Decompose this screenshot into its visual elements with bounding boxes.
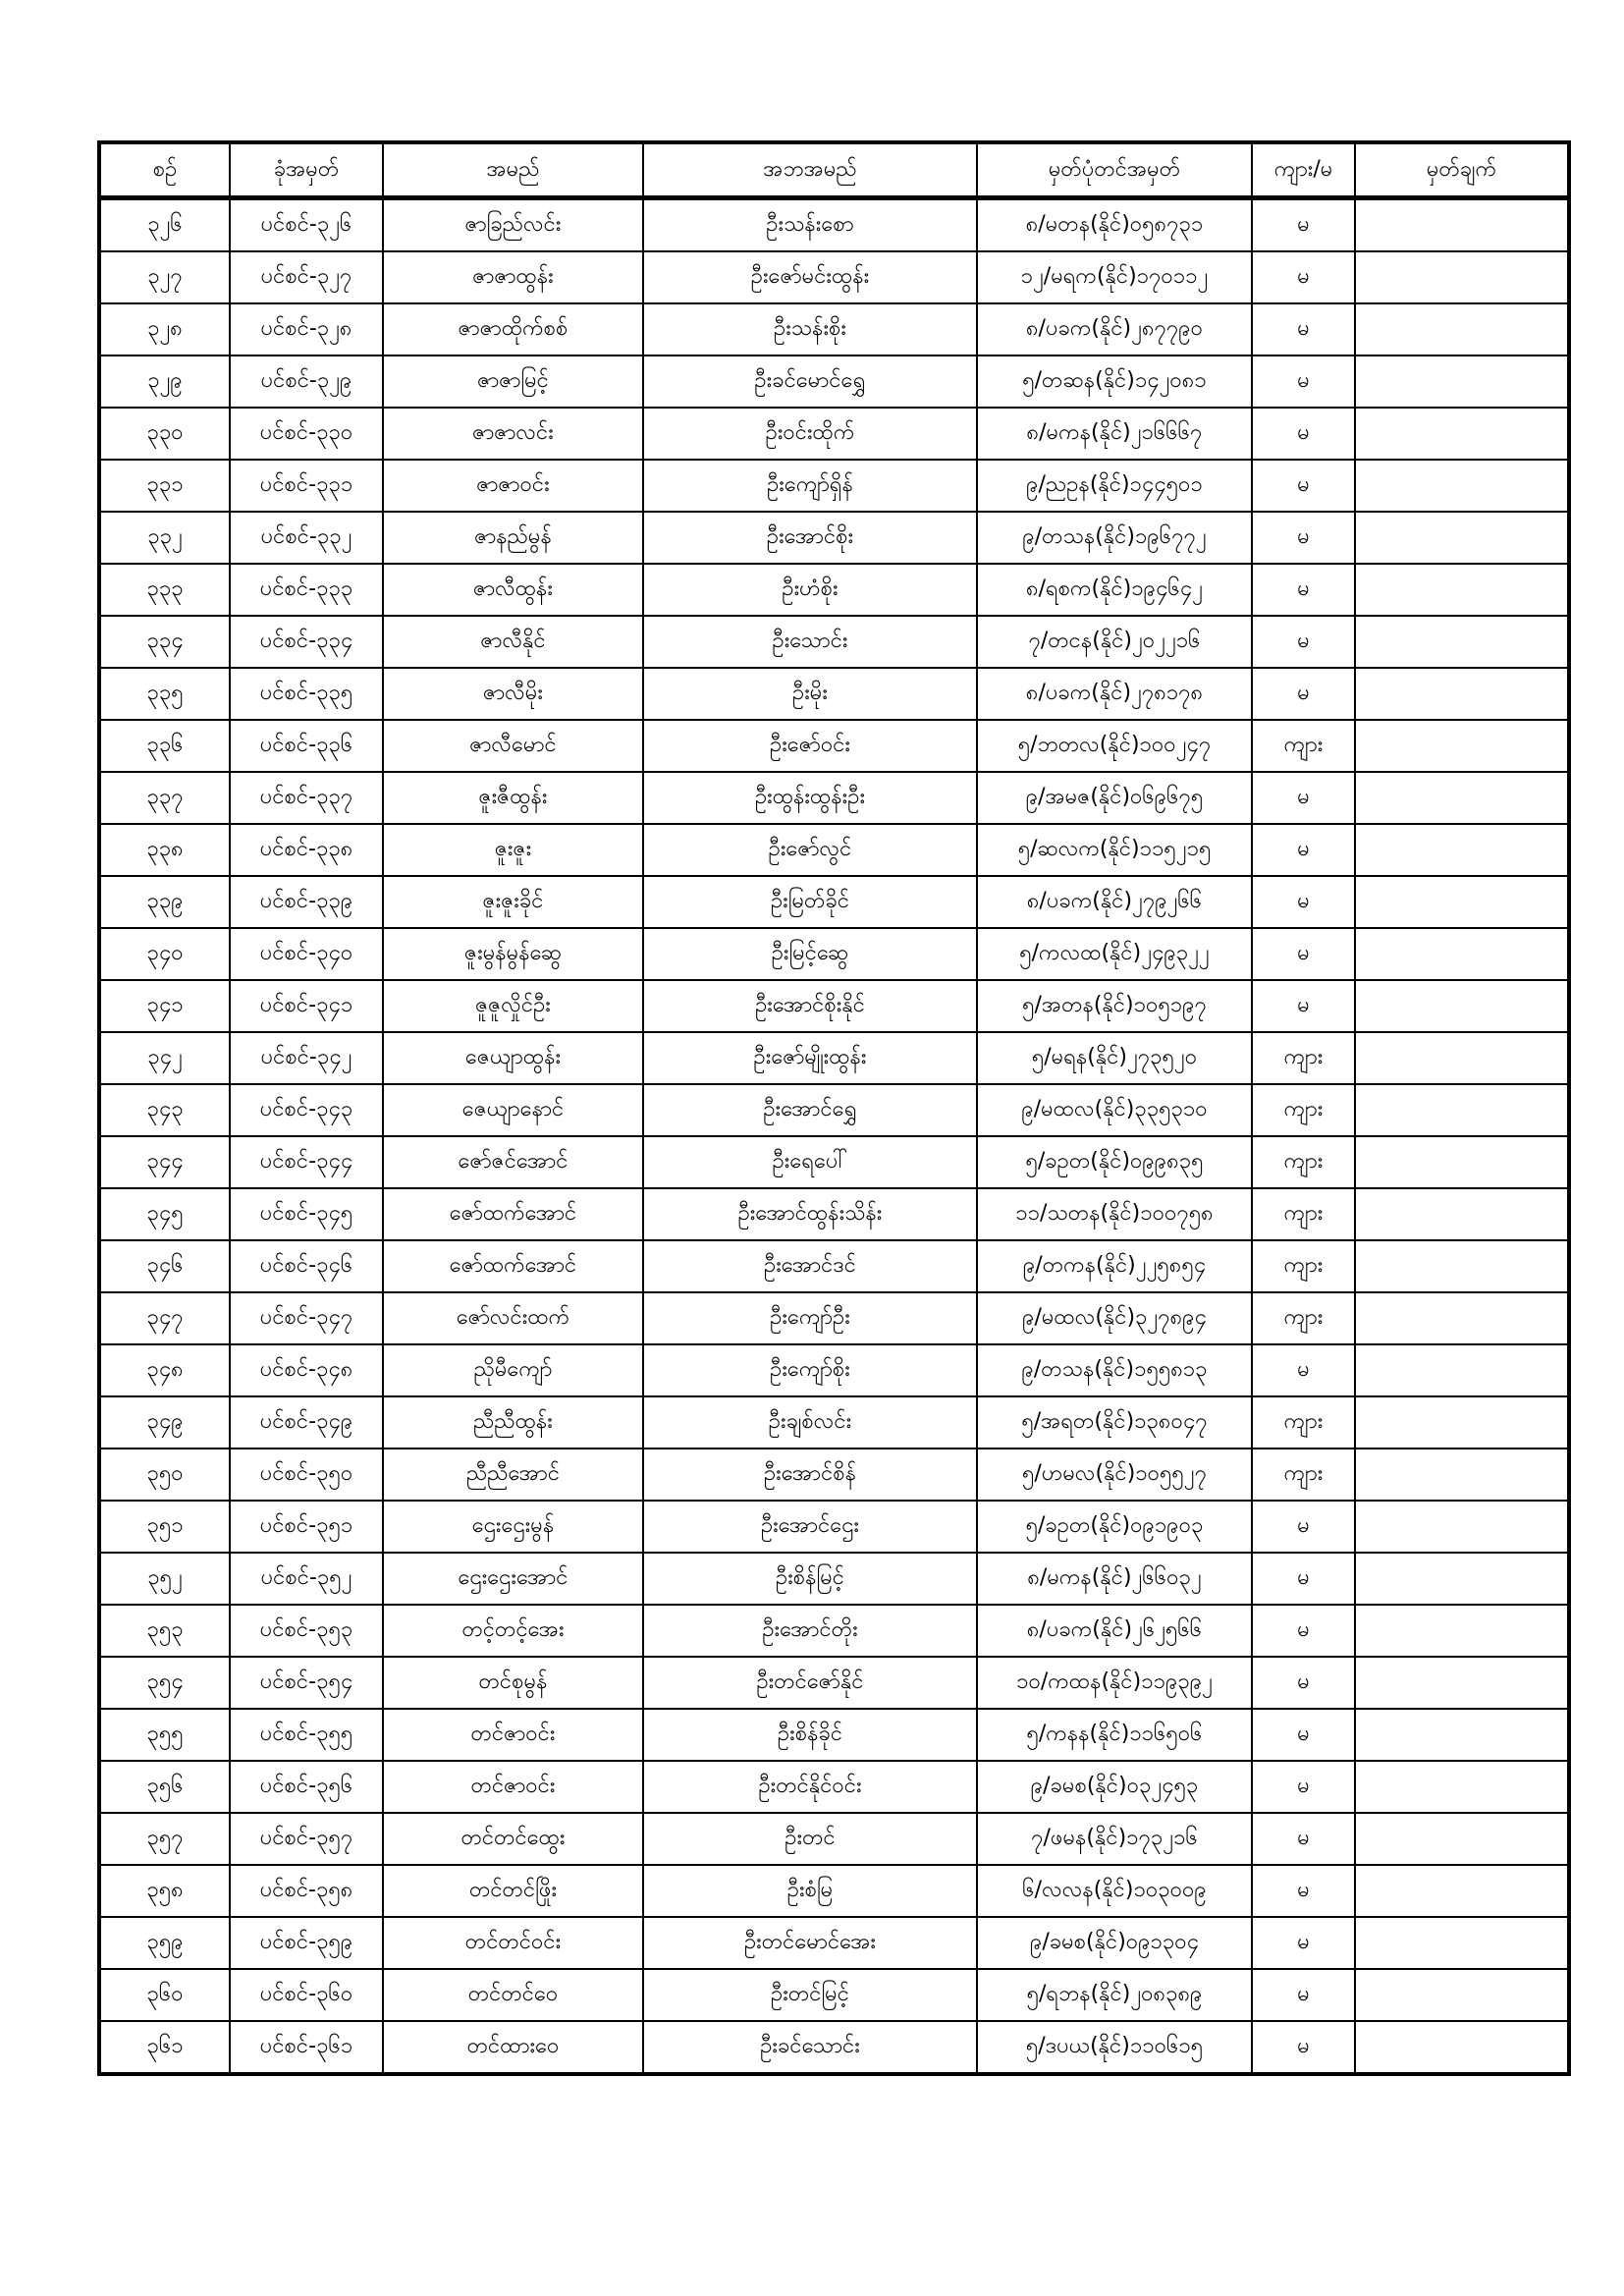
cell-roll-no: ပင်စင်-၃၅၀ [230, 1449, 383, 1501]
cell-roll-no: ပင်စင်-၃၃၁ [230, 460, 383, 512]
cell-no: ၃၃၄ [99, 616, 230, 668]
cell-sex: ကျား [1252, 1084, 1355, 1136]
cell-name: ဇာဇာထိုက်စစ် [383, 303, 643, 355]
cell-name: ဌေးဌေးအောင် [383, 1553, 643, 1605]
cell-father-name: ဦးတင်မြင့် [643, 1969, 977, 2021]
cell-nrc: ၆/လလန(နိုင်)၁၀၃၀၀၉ [977, 1865, 1252, 1917]
cell-name: ဌေးဌေးမွန် [383, 1501, 643, 1553]
cell-nrc: ၅/တဆန(နိုင်)၁၄၂၀၈၁ [977, 355, 1252, 408]
cell-roll-no: ပင်စင်-၃၅၄ [230, 1657, 383, 1709]
cell-name: ဇာခြည်လင်း [383, 198, 643, 252]
cell-name: ဇာဇာမြင့် [383, 355, 643, 408]
cell-remark [1355, 1449, 1569, 1501]
cell-no: ၃၅၉ [99, 1917, 230, 1969]
header-roll-no: ခုံအမှတ် [230, 142, 383, 198]
table-row [99, 876, 1569, 928]
cell-nrc: ၉/တသန(နိုင်)၁၅၅၈၁၃ [977, 1344, 1252, 1396]
cell-father-name: ဦးရေပေါ် [643, 1136, 977, 1188]
cell-roll-no: ပင်စင်-၃၄၈ [230, 1344, 383, 1396]
cell-roll-no: ပင်စင်-၃၅၆ [230, 1761, 383, 1813]
header-sex: ကျား/မ [1252, 142, 1355, 198]
cell-no: ၃၄၃ [99, 1084, 230, 1136]
table-row [99, 720, 1569, 772]
cell-no: ၃၅၃ [99, 1605, 230, 1657]
cell-roll-no: ပင်စင်-၃၃၄ [230, 616, 383, 668]
cell-father-name: ဦးတင်ဇော်နိုင် [643, 1657, 977, 1709]
cell-father-name: ဦးမိုး [643, 668, 977, 720]
cell-sex: မ [1252, 355, 1355, 408]
cell-nrc: ၅/ဟမလ(နိုင်)၁၀၅၅၂၇ [977, 1449, 1252, 1501]
cell-sex: မ [1252, 2021, 1355, 2074]
cell-sex: မ [1252, 1605, 1355, 1657]
cell-father-name: ဦးခင်မောင်ရွှေ [643, 355, 977, 408]
cell-no: ၃၆၁ [99, 2021, 230, 2074]
table-row [99, 1605, 1569, 1657]
cell-roll-no: ပင်စင်-၃၃၆ [230, 720, 383, 772]
cell-nrc: ၉/အမဇ(နိုင်)၀၆၉၆၇၅ [977, 772, 1252, 824]
table-row [99, 512, 1569, 564]
cell-sex: မ [1252, 460, 1355, 512]
cell-remark [1355, 876, 1569, 928]
cell-roll-no: ပင်စင်-၃၃၈ [230, 824, 383, 876]
cell-roll-no: ပင်စင်-၃၄၄ [230, 1136, 383, 1188]
table-row [99, 460, 1569, 512]
cell-no: ၃၄၄ [99, 1136, 230, 1188]
cell-father-name: ဦးကျော်ရှိန် [643, 460, 977, 512]
cell-name: ဇာလီနိုင် [383, 616, 643, 668]
cell-nrc: ၉/မထလ(နိုင်)၃၃၅၃၁၀ [977, 1084, 1252, 1136]
cell-name: ဇော်လင်းထက် [383, 1292, 643, 1344]
cell-name: တင်ဇာဝင်း [383, 1761, 643, 1813]
cell-nrc: ၈/ပခက(နိုင်)၂၇၉၂၆၆ [977, 876, 1252, 928]
cell-sex: မ [1252, 1501, 1355, 1553]
cell-sex: မ [1252, 1969, 1355, 2021]
cell-remark [1355, 1344, 1569, 1396]
cell-father-name: ဦးတင်နိုင်ဝင်း [643, 1761, 977, 1813]
cell-no: ၃၃၂ [99, 512, 230, 564]
cell-father-name: ဦးစိန်ခိုင် [643, 1709, 977, 1761]
cell-remark [1355, 1032, 1569, 1084]
cell-father-name: ဦးအောင်စိုးနိုင် [643, 980, 977, 1032]
cell-name: တင်ဇာဝင်း [383, 1709, 643, 1761]
cell-roll-no: ပင်စင်-၃၃၉ [230, 876, 383, 928]
cell-remark [1355, 1396, 1569, 1449]
cell-remark [1355, 251, 1569, 303]
cell-nrc: ၅/ဘတလ(နိုင်)၁၀၀၂၄၇ [977, 720, 1252, 772]
cell-name: တင်တင်ထွေး [383, 1813, 643, 1865]
table-row [99, 1761, 1569, 1813]
cell-name: ဇာဇာလင်း [383, 408, 643, 460]
cell-no: ၃၃၇ [99, 772, 230, 824]
cell-sex: ကျား [1252, 1240, 1355, 1292]
table-row [99, 1813, 1569, 1865]
cell-remark [1355, 1709, 1569, 1761]
cell-remark [1355, 1292, 1569, 1344]
cell-remark [1355, 720, 1569, 772]
cell-sex: မ [1252, 1709, 1355, 1761]
cell-nrc: ၅/ရဘန(နိုင်)၂၀၈၃၈၉ [977, 1969, 1252, 2021]
table-row [99, 303, 1569, 355]
cell-nrc: ၉/ညဥန(နိုင်)၁၄၄၅၀၁ [977, 460, 1252, 512]
table-row [99, 1240, 1569, 1292]
cell-father-name: ဦးဇော်မျိုးထွန်း [643, 1032, 977, 1084]
cell-sex: မ [1252, 564, 1355, 616]
cell-sex: မ [1252, 1917, 1355, 1969]
cell-roll-no: ပင်စင်-၃၅၂ [230, 1553, 383, 1605]
cell-nrc: ၅/အတန(နိုင်)၁၀၅၁၉၇ [977, 980, 1252, 1032]
cell-remark [1355, 1605, 1569, 1657]
cell-nrc: ၁၀/ကထန(နိုင်)၁၁၉၃၉၂ [977, 1657, 1252, 1709]
cell-nrc: ၅/အရတ(နိုင်)၁၃၈၀၄၇ [977, 1396, 1252, 1449]
cell-father-name: ဦးဟံစိုး [643, 564, 977, 616]
cell-remark [1355, 460, 1569, 512]
cell-father-name: ဦးသန်းစိုး [643, 303, 977, 355]
cell-remark [1355, 1917, 1569, 1969]
cell-sex: ကျား [1252, 1396, 1355, 1449]
cell-sex: မ [1252, 1553, 1355, 1605]
cell-remark [1355, 303, 1569, 355]
cell-no: ၃၅၄ [99, 1657, 230, 1709]
table-row [99, 355, 1569, 408]
cell-no: ၃၅၂ [99, 1553, 230, 1605]
cell-no: ၃၄၇ [99, 1292, 230, 1344]
cell-name: တင်တင်ဝင်း [383, 1917, 643, 1969]
cell-sex: ကျား [1252, 1032, 1355, 1084]
cell-roll-no: ပင်စင်-၃၄၆ [230, 1240, 383, 1292]
table-row [99, 772, 1569, 824]
cell-nrc: ၅/မရန(နိုင်)၂၇၃၅၂၀ [977, 1032, 1252, 1084]
cell-roll-no: ပင်စင်-၃၄၂ [230, 1032, 383, 1084]
cell-sex: မ [1252, 616, 1355, 668]
cell-nrc: ၉/ခမစ(နိုင်)၀၉၁၃၀၄ [977, 1917, 1252, 1969]
cell-name: တင်ထားဝေ [383, 2021, 643, 2074]
cell-remark [1355, 1761, 1569, 1813]
cell-nrc: ၉/ခမစ(နိုင်)၀၃၂၄၅၃ [977, 1761, 1252, 1813]
cell-name: ညိုမီကျော် [383, 1344, 643, 1396]
cell-remark [1355, 198, 1569, 252]
cell-roll-no: ပင်စင်-၃၅၈ [230, 1865, 383, 1917]
cell-no: ၃၅၀ [99, 1449, 230, 1501]
cell-name: ဇာဇာထွန်း [383, 251, 643, 303]
cell-no: ၃၄၀ [99, 928, 230, 980]
cell-no: ၃၅၆ [99, 1761, 230, 1813]
cell-remark [1355, 1136, 1569, 1188]
cell-nrc: ၈/မကန(နိုင်)၂၆၆၀၃၂ [977, 1553, 1252, 1605]
cell-sex: မ [1252, 980, 1355, 1032]
cell-father-name: ဦးစံမြ [643, 1865, 977, 1917]
cell-remark [1355, 1813, 1569, 1865]
cell-nrc: ၈/ပခက(နိုင်)၂၈၇၇၉၀ [977, 303, 1252, 355]
cell-sex: မ [1252, 198, 1355, 252]
cell-no: ၃၄၁ [99, 980, 230, 1032]
cell-name: ဇူးဇီထွန်း [383, 772, 643, 824]
cell-no: ၃၃၆ [99, 720, 230, 772]
cell-sex: မ [1252, 1761, 1355, 1813]
table-row [99, 1344, 1569, 1396]
cell-name: တင့်တင့်အေး [383, 1605, 643, 1657]
table-row [99, 251, 1569, 303]
cell-father-name: ဦးမြတ်ခိုင် [643, 876, 977, 928]
table-row [99, 616, 1569, 668]
table-row [99, 1709, 1569, 1761]
cell-no: ၃၄၂ [99, 1032, 230, 1084]
cell-father-name: ဦးသောင်း [643, 616, 977, 668]
cell-roll-no: ပင်စင်-၃၄၀ [230, 928, 383, 980]
cell-name: ဇာလီမိုး [383, 668, 643, 720]
cell-nrc: ၅/ဆလက(နိုင်)၁၁၅၂၁၅ [977, 824, 1252, 876]
cell-roll-no: ပင်စင်-၃၅၅ [230, 1709, 383, 1761]
cell-no: ၃၃၀ [99, 408, 230, 460]
cell-roll-no: ပင်စင်-၃၅၃ [230, 1605, 383, 1657]
cell-roll-no: ပင်စင်-၃၃၀ [230, 408, 383, 460]
table-row [99, 1188, 1569, 1240]
cell-roll-no: ပင်စင်-၃၂၇ [230, 251, 383, 303]
cell-remark [1355, 1240, 1569, 1292]
cell-roll-no: ပင်စင်-၃၄၅ [230, 1188, 383, 1240]
cell-sex: မ [1252, 928, 1355, 980]
cell-name: ဇာဇာဝင်း [383, 460, 643, 512]
table-row [99, 1136, 1569, 1188]
cell-sex: ကျား [1252, 1188, 1355, 1240]
cell-no: ၃၂၇ [99, 251, 230, 303]
cell-sex: မ [1252, 512, 1355, 564]
table-row [99, 980, 1569, 1032]
cell-remark [1355, 1084, 1569, 1136]
cell-nrc: ၉/မထလ(နိုင်)၃၂၇၈၉၄ [977, 1292, 1252, 1344]
cell-roll-no: ပင်စင်-၃၄၁ [230, 980, 383, 1032]
cell-nrc: ၈/ပခက(နိုင်)၂၆၂၅၆၆ [977, 1605, 1252, 1657]
cell-nrc: ၅/ကနန(နိုင်)၁၁၆၅၀၆ [977, 1709, 1252, 1761]
cell-no: ၃၃၃ [99, 564, 230, 616]
cell-father-name: ဦးစိန်မြင့် [643, 1553, 977, 1605]
cell-name: ဇော်ထက်အောင် [383, 1240, 643, 1292]
cell-remark [1355, 772, 1569, 824]
header-father-name: အဘအမည် [643, 142, 977, 198]
cell-roll-no: ပင်စင်-၃၅၉ [230, 1917, 383, 1969]
cell-name: ဇူးမွန်မွန်ဆွေ [383, 928, 643, 980]
header-remark: မှတ်ချက် [1355, 142, 1569, 198]
header-row [99, 142, 1569, 198]
cell-roll-no: ပင်စင်-၃၂၉ [230, 355, 383, 408]
cell-remark [1355, 1188, 1569, 1240]
table-row [99, 1449, 1569, 1501]
cell-remark [1355, 408, 1569, 460]
table-row [99, 1292, 1569, 1344]
table-row [99, 1969, 1569, 2021]
cell-no: ၃၅၅ [99, 1709, 230, 1761]
cell-no: ၃၂၈ [99, 303, 230, 355]
table-row [99, 408, 1569, 460]
cell-remark [1355, 980, 1569, 1032]
cell-father-name: ဦးအောင်ဌေး [643, 1501, 977, 1553]
table-row [99, 2021, 1569, 2074]
cell-sex: ကျား [1252, 1449, 1355, 1501]
cell-father-name: ဦးသန်းစော [643, 198, 977, 252]
cell-roll-no: ပင်စင်-၃၃၂ [230, 512, 383, 564]
cell-no: ၃၄၆ [99, 1240, 230, 1292]
cell-father-name: ဦးအောင်စိန် [643, 1449, 977, 1501]
cell-no: ၃၃၅ [99, 668, 230, 720]
table-row [99, 1657, 1569, 1709]
table-row [99, 1865, 1569, 1917]
cell-name: ဇော်ဇင်အောင် [383, 1136, 643, 1188]
table-row [99, 1917, 1569, 1969]
cell-name: ဇူးဇူး [383, 824, 643, 876]
cell-father-name: ဦးထွန်းထွန်းဦး [643, 772, 977, 824]
cell-name: ဇာလီမောင် [383, 720, 643, 772]
cell-roll-no: ပင်စင်-၃၃၃ [230, 564, 383, 616]
cell-roll-no: ပင်စင်-၃၃၅ [230, 668, 383, 720]
cell-roll-no: ပင်စင်-၃၆၀ [230, 1969, 383, 2021]
cell-father-name: ဦးအောင်ရွှေ [643, 1084, 977, 1136]
cell-roll-no: ပင်စင်-၃၄၇ [230, 1292, 383, 1344]
cell-nrc: ၈/ရစက(နိုင်)၁၉၄၆၄၂ [977, 564, 1252, 616]
cell-remark [1355, 668, 1569, 720]
cell-father-name: ဦးဇော်မင်းထွန်း [643, 251, 977, 303]
header-nrc: မှတ်ပုံတင်အမှတ် [977, 142, 1252, 198]
cell-nrc: ၅/ကလထ(နိုင်)၂၄၉၃၂၂ [977, 928, 1252, 980]
cell-name: ဇူဇူလှိုင်ဦး [383, 980, 643, 1032]
cell-sex: မ [1252, 1813, 1355, 1865]
cell-name: ညီညီထွန်း [383, 1396, 643, 1449]
cell-no: ၃၂၆ [99, 198, 230, 252]
table-row [99, 1553, 1569, 1605]
table-row [99, 1084, 1569, 1136]
cell-father-name: ဦးအောင်စိုး [643, 512, 977, 564]
cell-sex: မ [1252, 1344, 1355, 1396]
cell-no: ၃၃၁ [99, 460, 230, 512]
cell-remark [1355, 355, 1569, 408]
cell-father-name: ဦးချစ်လင်း [643, 1396, 977, 1449]
cell-no: ၃၄၉ [99, 1396, 230, 1449]
cell-father-name: ဦးတင်မောင်အေး [643, 1917, 977, 1969]
cell-father-name: ဦးဇော်လွင် [643, 824, 977, 876]
cell-no: ၃၆၀ [99, 1969, 230, 2021]
cell-no: ၃၃၉ [99, 876, 230, 928]
cell-nrc: ၇/ဖမန(နိုင်)၁၇၃၂၁၆ [977, 1813, 1252, 1865]
header-no: စဉ် [99, 142, 230, 198]
table-row [99, 1396, 1569, 1449]
cell-father-name: ဦးခင်သောင်း [643, 2021, 977, 2074]
table-row [99, 668, 1569, 720]
header-name: အမည် [383, 142, 643, 198]
cell-nrc: ၇/တငန(နိုင်)၂၀၂၂၁၆ [977, 616, 1252, 668]
cell-nrc: ၉/တသန(နိုင်)၁၉၆၇၇၂ [977, 512, 1252, 564]
cell-nrc: ၁၂/မရက(နိုင်)၁၇၀၁၁၂ [977, 251, 1252, 303]
cell-no: ၃၄၈ [99, 1344, 230, 1396]
cell-sex: မ [1252, 303, 1355, 355]
table-row [99, 1032, 1569, 1084]
cell-no: ၃၅၈ [99, 1865, 230, 1917]
cell-name: တင်တင်ဖြိုး [383, 1865, 643, 1917]
cell-nrc: ၈/မတန(နိုင်)၀၅၈၇၃၁ [977, 198, 1252, 252]
cell-name: ဇေယျာထွန်း [383, 1032, 643, 1084]
cell-roll-no: ပင်စင်-၃၄၃ [230, 1084, 383, 1136]
table-row [99, 198, 1569, 252]
cell-no: ၃၄၅ [99, 1188, 230, 1240]
cell-roll-no: ပင်စင်-၃၄၉ [230, 1396, 383, 1449]
cell-remark [1355, 1865, 1569, 1917]
cell-name: ညီညီအောင် [383, 1449, 643, 1501]
cell-name: ဇူးဇူးခိုင် [383, 876, 643, 928]
registration-table [97, 140, 1571, 2076]
cell-father-name: ဦးကျော်စိုး [643, 1344, 977, 1396]
cell-sex: ကျား [1252, 1136, 1355, 1188]
cell-name: ဇာလီထွန်း [383, 564, 643, 616]
cell-father-name: ဦးဝင်းထိုက် [643, 408, 977, 460]
cell-name: ဇော်ထက်အောင် [383, 1188, 643, 1240]
cell-name: တင်စုမွန် [383, 1657, 643, 1709]
cell-name: ဇာနည်မွန် [383, 512, 643, 564]
cell-nrc: ၈/ပခက(နိုင်)၂၇၈၁၇၈ [977, 668, 1252, 720]
table-body [99, 198, 1569, 2075]
cell-sex: မ [1252, 251, 1355, 303]
cell-no: ၃၂၉ [99, 355, 230, 408]
cell-remark [1355, 512, 1569, 564]
cell-nrc: ၁၁/သတန(နိုင်)၁၀၀၇၅၈ [977, 1188, 1252, 1240]
cell-sex: ကျား [1252, 1292, 1355, 1344]
cell-roll-no: ပင်စင်-၃၅၁ [230, 1501, 383, 1553]
cell-sex: မ [1252, 1865, 1355, 1917]
cell-no: ၃၅၇ [99, 1813, 230, 1865]
cell-father-name: ဦးအောင်ထွန်းသိန်း [643, 1188, 977, 1240]
cell-sex: မ [1252, 876, 1355, 928]
cell-father-name: ဦးဇော်ဝင်း [643, 720, 977, 772]
cell-remark [1355, 616, 1569, 668]
cell-remark [1355, 1501, 1569, 1553]
cell-remark [1355, 1657, 1569, 1709]
table-row [99, 824, 1569, 876]
cell-sex: မ [1252, 668, 1355, 720]
cell-no: ၃၅၁ [99, 1501, 230, 1553]
cell-roll-no: ပင်စင်-၃၃၇ [230, 772, 383, 824]
cell-nrc: ၅/ခဥတ(နိုင်)၀၉၁၉၀၃ [977, 1501, 1252, 1553]
cell-remark [1355, 1969, 1569, 2021]
cell-nrc: ၈/မကန(နိုင်)၂၁၆၆၆၇ [977, 408, 1252, 460]
cell-remark [1355, 1553, 1569, 1605]
cell-sex: မ [1252, 1657, 1355, 1709]
table-row [99, 928, 1569, 980]
cell-father-name: ဦးကျော်ဦး [643, 1292, 977, 1344]
cell-roll-no: ပင်စင်-၃၆၁ [230, 2021, 383, 2074]
cell-father-name: ဦးအောင်တိုး [643, 1605, 977, 1657]
cell-sex: မ [1252, 772, 1355, 824]
cell-father-name: ဦးအောင်ဒင် [643, 1240, 977, 1292]
cell-remark [1355, 928, 1569, 980]
cell-name: ဇေယျာနောင် [383, 1084, 643, 1136]
cell-roll-no: ပင်စင်-၃၅၇ [230, 1813, 383, 1865]
cell-remark [1355, 824, 1569, 876]
cell-no: ၃၃၈ [99, 824, 230, 876]
cell-roll-no: ပင်စင်-၃၂၈ [230, 303, 383, 355]
cell-sex: ကျား [1252, 720, 1355, 772]
cell-remark [1355, 564, 1569, 616]
cell-sex: မ [1252, 824, 1355, 876]
cell-remark [1355, 2021, 1569, 2074]
cell-roll-no: ပင်စင်-၃၂၆ [230, 198, 383, 252]
cell-nrc: ၉/တကန(နိုင်)၂၂၅၈၅၄ [977, 1240, 1252, 1292]
cell-father-name: ဦးမြင့်ဆွေ [643, 928, 977, 980]
table-row [99, 1501, 1569, 1553]
cell-name: တင်တင်ဝေ [383, 1969, 643, 2021]
cell-sex: မ [1252, 408, 1355, 460]
cell-father-name: ဦးတင် [643, 1813, 977, 1865]
cell-nrc: ၅/ခဥတ(နိုင်)၀၉၉၈၃၅ [977, 1136, 1252, 1188]
cell-nrc: ၅/ဒပယ(နိုင်)၁၁၀၆၁၅ [977, 2021, 1252, 2074]
table-row [99, 564, 1569, 616]
